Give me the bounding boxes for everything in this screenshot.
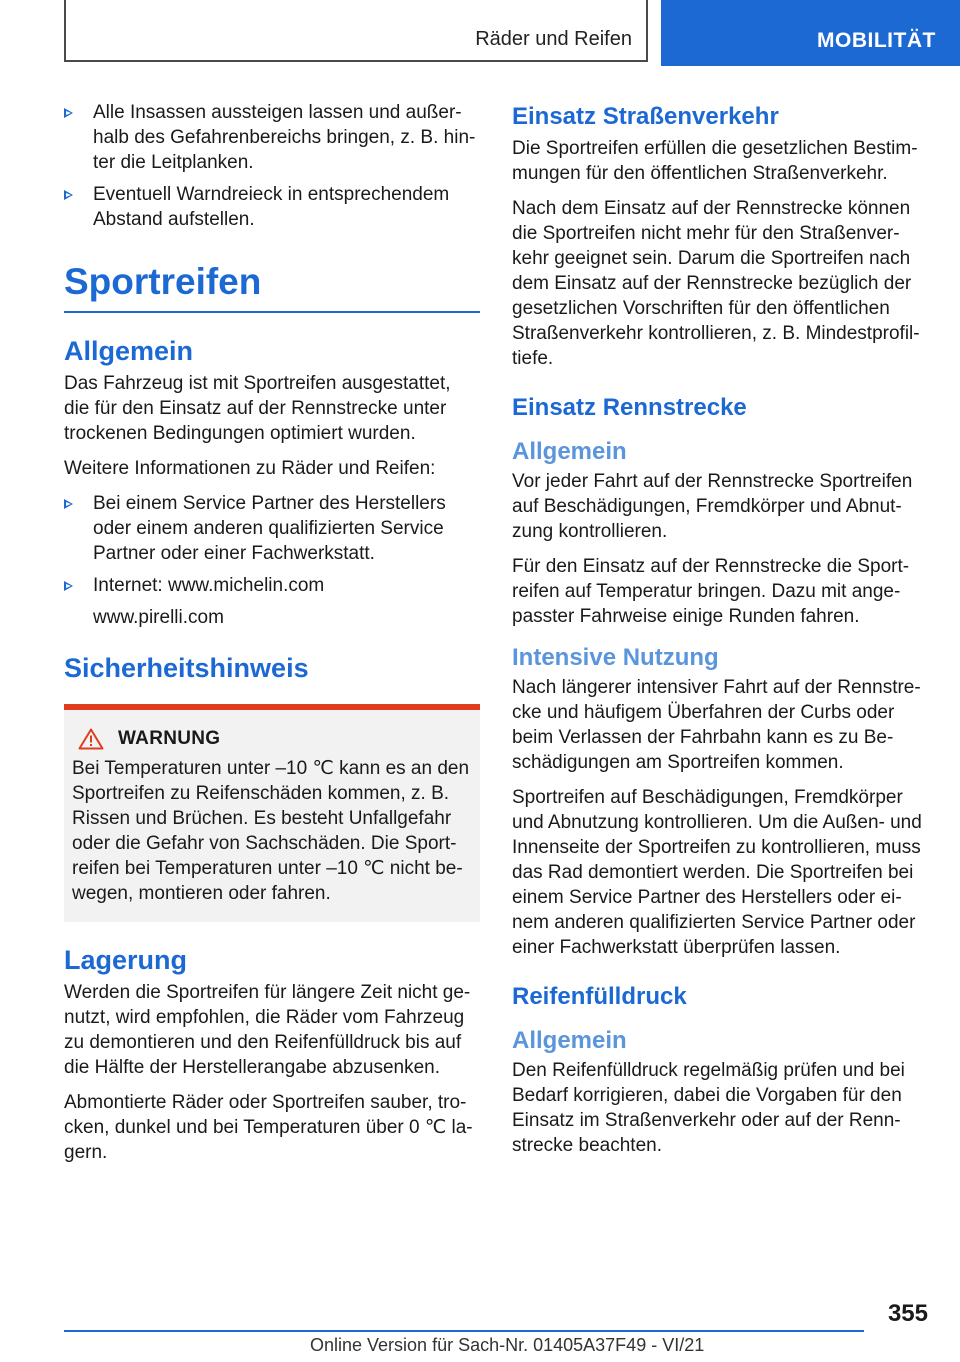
triangle-bullet-icon	[64, 108, 73, 118]
section-header-box	[64, 0, 648, 62]
warning-triangle-icon	[78, 728, 104, 750]
section-heading-sicherheit: Sicherheitshinweis	[64, 653, 309, 683]
paragraph: Die Sportreifen erfüllen die gesetzlichen Bestim-mungen für den öffentlichen Straßenverkehr.	[512, 138, 918, 184]
section-heading-rennstrecke: Einsatz Rennstrecke	[512, 394, 747, 421]
paragraph: Vor jeder Fahrt auf der Rennstrecke Sportreifen auf Beschädigungen, Fremdkörper und Abnut-zung kontrollieren.	[512, 471, 913, 542]
list-item: Bei einem Service Partner des Herstellers oder einem anderen qualifizierten Service Partner oder einer Fachwerkstatt.	[64, 491, 480, 566]
link-pirelli[interactable]: www.pirelli.com	[93, 607, 224, 628]
section-heading-strassenverkehr: Einsatz Straßenverkehr	[512, 103, 779, 130]
safety-bullet-list	[64, 100, 480, 232]
paragraph: Werden die Sportreifen für längere Zeit nicht ge-nutzt, wird empfohlen, die Räder vom Fahrzeug zu demontieren und den Reifenfülldruck bis auf die Hälfte der Herstellerangabe abzusenken.	[64, 982, 471, 1078]
warning-text: Bei Temperaturen unter –10 ℃ kann es an den Sportreifen zu Reifenschäden kommen, z. B. Rissen und Brüchen. Es besteht Unfallgefahr oder die Gefahr von Sachschäden. Die Sport-reifen bei Temperaturen unter –10 ℃ nicht be-wegen, montieren oder fahren.	[72, 758, 470, 904]
paragraph: Sportreifen auf Beschädigungen, Fremdkörper und Abnutzung kontrollieren. Um die Außen- und Innenseite der Sportreifen zu kontrollieren, muss das Rad demontiert werden. Die Sportreifen bei einem Service Partner des Herstellers oder ei-nem anderen qualifizierten Service Partner oder einer Fachwerkstatt überprüfen lassen.	[512, 787, 922, 958]
warning-box	[64, 704, 480, 922]
triangle-bullet-icon	[64, 190, 73, 200]
paragraph: Abmontierte Räder oder Sportreifen sauber, tro-cken, dunkel und bei Temperaturen über 0 ℃ la-gern.	[64, 1092, 473, 1163]
right-column	[512, 100, 928, 1168]
chapter-tab[interactable]	[661, 0, 960, 66]
chapter-heading: Sportreifen	[64, 260, 480, 313]
link-michelin[interactable]: Internet: www.michelin.com	[93, 575, 325, 596]
section-heading-lagerung: Lagerung	[64, 945, 188, 975]
list-item: Alle Insassen aussteigen lassen und außer-halb des Gefahrenbereichs bringen, z. B. hin-ter die Leitplanken.	[64, 100, 480, 175]
subheading-allgemein: Allgemein	[512, 1027, 627, 1054]
left-column	[64, 100, 480, 1175]
info-bullet-list	[64, 491, 480, 630]
page-number: 355	[887, 1300, 928, 1327]
paragraph: Für den Einsatz auf der Rennstrecke die Sport-reifen auf Temperatur bringen. Dazu mit ange-passter Fahrweise einige Runden fahren.	[512, 556, 910, 627]
footer-divider	[64, 1330, 864, 1332]
list-item	[64, 573, 480, 630]
paragraph: Den Reifenfülldruck regelmäßig prüfen und bei Bedarf korrigieren, dabei die Vorgaben für den Einsatz im Straßenverkehr oder auf der Renn-strecke beachten.	[512, 1060, 905, 1156]
paragraph: Weitere Informationen zu Räder und Reifen:	[64, 458, 436, 479]
subheading-allgemein: Allgemein	[512, 438, 627, 465]
paragraph: Nach dem Einsatz auf der Rennstrecke können die Sportreifen nicht mehr für den Straßenver-kehr geeignet sein. Darum die Sportreifen nach dem Einsatz auf der Rennstrecke bezüglich der gesetzlichen Vorschriften für den öffentlichen Straßenverkehr kontrollieren, z. B. Mindestprofil-tiefe.	[512, 198, 920, 369]
chapter-title: MOBILITÄT	[817, 29, 936, 52]
section-heading-reifenfuelldruck: Reifenfülldruck	[512, 983, 687, 1010]
warning-header	[72, 728, 472, 750]
paragraph: Das Fahrzeug ist mit Sportreifen ausgestattet, die für den Einsatz auf der Rennstrecke unter trockenen Bedingungen optimiert wurden.	[64, 373, 451, 444]
paragraph: Nach längerer intensiver Fahrt auf der Rennstre-cke und häufigem Überfahren der Curbs oder beim Verlassen der Fahrbahn kann es zu Be-schädigungen am Sportreifen kommen.	[512, 677, 921, 773]
section-heading-allgemein: Allgemein	[64, 336, 194, 366]
page-header	[0, 0, 960, 66]
footer-version-text: Online Version für Sach-Nr. 01405A37F49 - VI/21	[310, 1335, 705, 1355]
triangle-bullet-icon	[64, 499, 73, 509]
triangle-bullet-icon	[64, 581, 73, 591]
warning-title: WARNUNG	[118, 728, 221, 749]
list-item: Eventuell Warndreieck in entsprechendem Abstand aufstellen.	[64, 182, 480, 232]
section-title: Räder und Reifen	[475, 28, 632, 50]
subheading-intensive-nutzung: Intensive Nutzung	[512, 644, 719, 671]
